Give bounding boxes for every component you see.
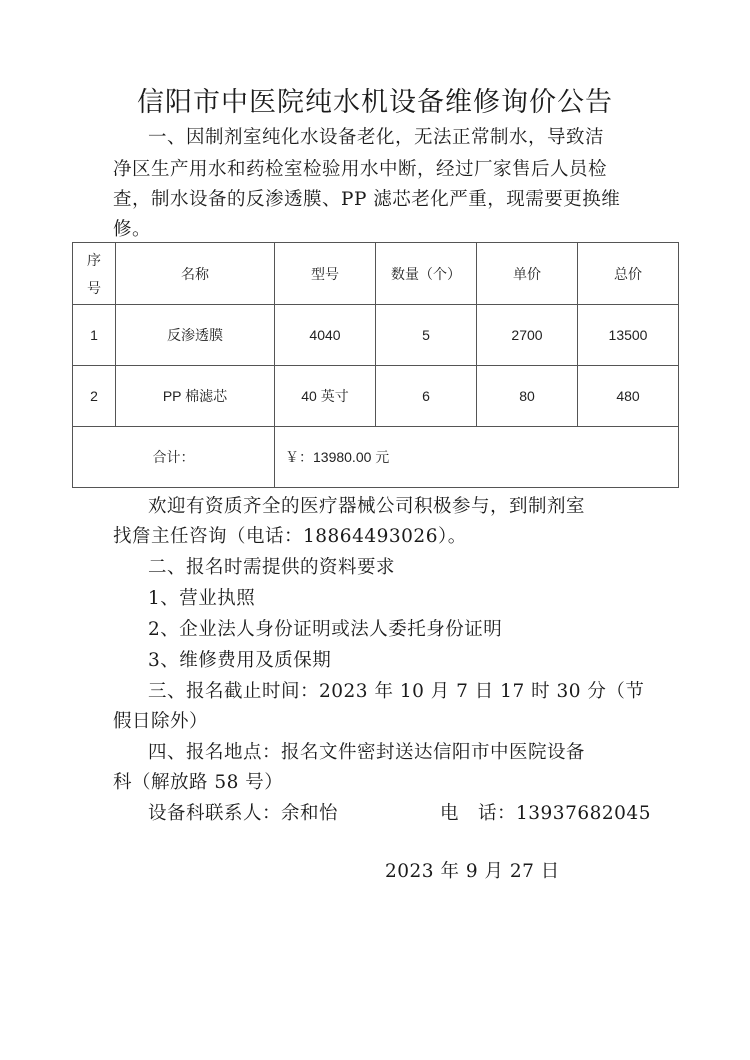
header-seq-line1: 序 bbox=[87, 251, 101, 268]
notice-date: 2023 年 9 月 27 日 bbox=[385, 861, 560, 882]
header-name: 名称 bbox=[116, 243, 275, 305]
page-title: 信阳市中医院纯水机设备维修询价公告 bbox=[137, 87, 613, 118]
welcome-line-2: 找詹主任咨询（电话：18864493026）。 bbox=[113, 526, 467, 547]
cell-seq: 2 bbox=[73, 366, 116, 427]
cell-total-price: 13500 bbox=[578, 305, 679, 366]
cell-unit-price: 80 bbox=[477, 366, 578, 427]
header-unit-price: 单价 bbox=[477, 243, 578, 305]
section-2-heading: 二、报名时需提供的资料要求 bbox=[148, 557, 396, 578]
cell-name: 反渗透膜 bbox=[116, 305, 275, 366]
requirement-2: 2、企业法人身份证明或法人委托身份证明 bbox=[148, 619, 503, 640]
welcome-line-1: 欢迎有资质齐全的医疗器械公司积极参与，到制剂室 bbox=[148, 496, 586, 517]
intro-line-3: 查，制水设备的反渗透膜、PP 滤芯老化严重，现需要更换维 bbox=[113, 189, 621, 210]
items-table bbox=[72, 242, 679, 488]
table-row bbox=[73, 305, 679, 366]
table-header-row bbox=[73, 243, 679, 305]
intro-line-4: 修。 bbox=[113, 219, 152, 240]
sum-label: 合计： bbox=[73, 427, 275, 488]
cell-total-price: 480 bbox=[578, 366, 679, 427]
contact-person: 设备科联系人：余和怡 bbox=[148, 803, 339, 824]
header-model: 型号 bbox=[275, 243, 376, 305]
cell-seq: 1 bbox=[73, 305, 116, 366]
section-3-line-2: 假日除外） bbox=[113, 711, 209, 732]
cell-model: 4040 bbox=[275, 305, 376, 366]
table-sum-row bbox=[73, 427, 679, 488]
cell-qty: 6 bbox=[376, 366, 477, 427]
table-row bbox=[73, 366, 679, 427]
cell-qty: 5 bbox=[376, 305, 477, 366]
header-seq bbox=[73, 243, 116, 305]
cell-name: PP 棉滤芯 bbox=[116, 366, 275, 427]
intro-line-2: 净区生产用水和药检室检验用水中断，经过厂家售后人员检 bbox=[113, 159, 608, 180]
section-3-line-1: 三、报名截止时间：2023 年 10 月 7 日 17 时 30 分（节 bbox=[148, 681, 645, 702]
section-4-line-1: 四、报名地点：报名文件密封送达信阳市中医院设备 bbox=[148, 742, 586, 763]
intro-line-1: 一、因制剂室纯化水设备老化，无法正常制水，导致洁 bbox=[148, 127, 605, 148]
requirement-1: 1、营业执照 bbox=[148, 588, 256, 609]
contact-phone: 电 话：13937682045 bbox=[440, 803, 651, 824]
requirement-3: 3、维修费用及质保期 bbox=[148, 650, 332, 671]
header-seq-line2: 号 bbox=[87, 279, 101, 296]
sum-value: ￥：13980.00 元 bbox=[275, 427, 679, 488]
cell-model: 40 英寸 bbox=[275, 366, 376, 427]
cell-unit-price: 2700 bbox=[477, 305, 578, 366]
header-qty: 数量（个） bbox=[376, 243, 477, 305]
header-total-price: 总价 bbox=[578, 243, 679, 305]
section-4-line-2: 科（解放路 58 号） bbox=[113, 772, 284, 793]
